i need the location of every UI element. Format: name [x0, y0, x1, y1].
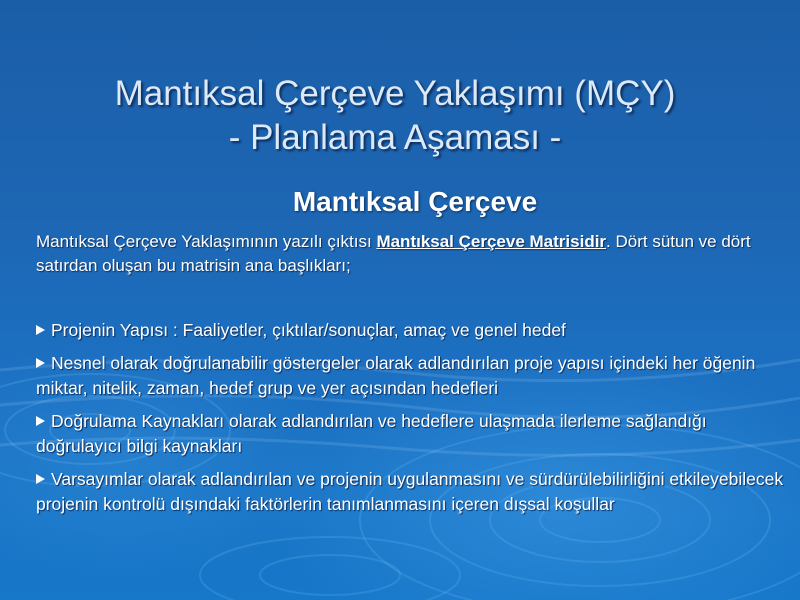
bullet-item: [36, 409, 794, 459]
intro-text-after: . Dört sütun ve dört satırdan oluşan bu matrisin ana başlıkları;: [36, 232, 751, 275]
bullet-text: Varsayımlar olarak adlandırılan ve projenin uygulanmasını ve sürdürülebilirliğini etkileyebilecek projenin kontrolü dışındaki faktörlerin tanımlanmasını içeren dışsal koşullar: [36, 469, 784, 514]
arrow-bullet-icon: [36, 358, 45, 368]
intro-paragraph: [36, 230, 796, 278]
arrow-bullet-icon: [36, 474, 45, 484]
bullet-item: [36, 351, 794, 401]
bullet-text: Projenin Yapısı : Faaliyetler, çıktılar/sonuçlar, amaç ve genel hedef: [51, 320, 566, 340]
bullet-list: [36, 318, 794, 525]
slide-title-line-1: Mantıksal Çerçeve Yaklaşımı (MÇY): [114, 74, 676, 113]
intro-emphasis: Mantıksal Çerçeve Matrisidir: [376, 232, 607, 251]
arrow-bullet-icon: [36, 416, 45, 426]
slide-title: [0, 72, 790, 160]
bullet-item: [36, 467, 794, 517]
slide-title-line-2: - Planlama Aşaması -: [228, 118, 562, 157]
bullet-text: Nesnel olarak doğrulanabilir göstergeler olarak adlandırılan proje yapısı içindeki her öğenin miktar, nitelik, zaman, hedef grup ve yer açısından hedefleri: [36, 353, 756, 398]
slide-subtitle: Mantıksal Çerçeve: [292, 186, 538, 217]
arrow-bullet-icon: [36, 325, 45, 335]
bullet-text: Doğrulama Kaynakları olarak adlandırılan ve hedeflere ulaşmada ilerleme sağlandığı doğrulayıcı bilgi kaynakları: [36, 411, 707, 456]
bullet-item: [36, 318, 794, 343]
intro-text-before: Mantıksal Çerçeve Yaklaşımının yazılı çıktısı: [36, 232, 377, 251]
